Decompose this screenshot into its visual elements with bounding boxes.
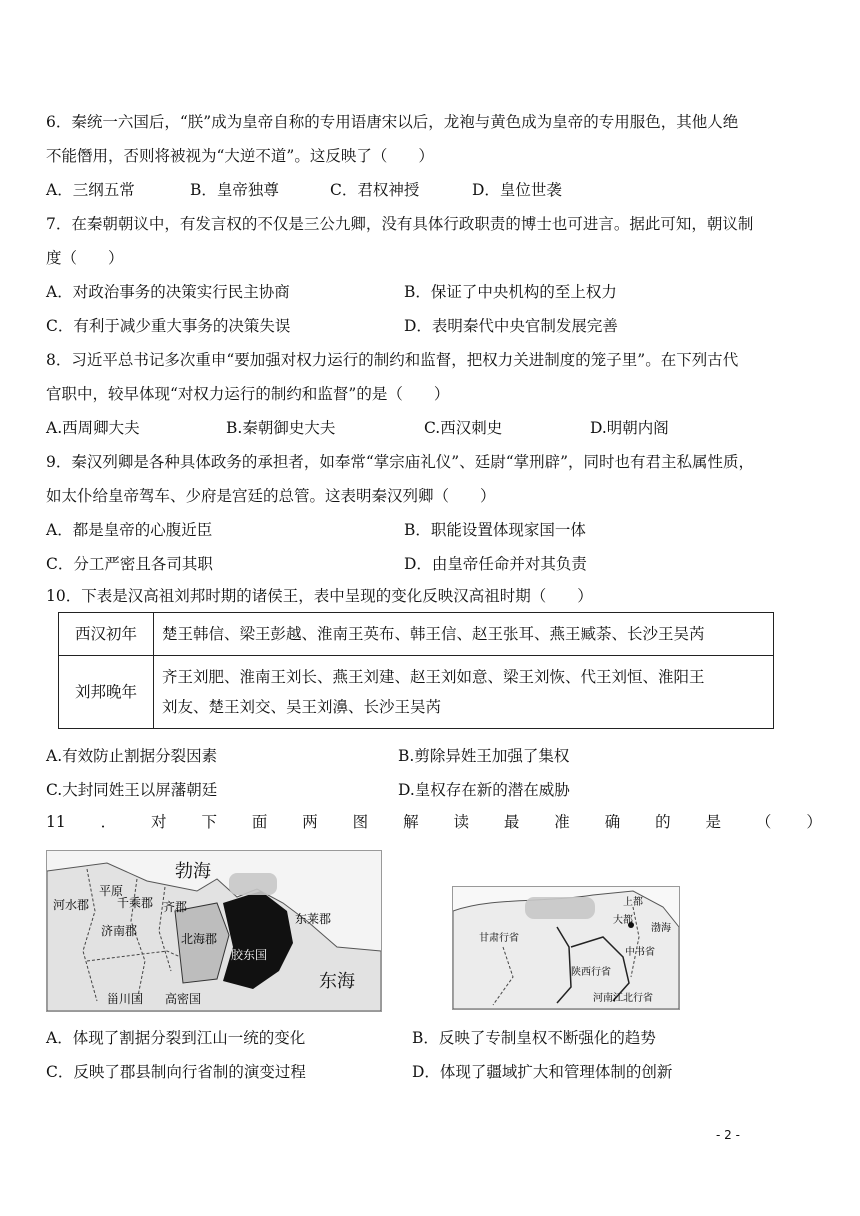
donglai-label: 东莱郡 — [295, 912, 332, 926]
q11-stem-char: ） — [806, 813, 822, 831]
table-row — [59, 656, 774, 729]
q9-option-a: A．都是皇帝的心腹近臣 — [46, 521, 213, 539]
q11-stem-char: ． — [100, 813, 117, 831]
zhongshu-label: 中书省 — [625, 947, 655, 958]
q11-stem-char: （ — [755, 813, 772, 831]
henan-label: 河南江北行省 — [593, 993, 653, 1004]
q11-stem-char: 确 — [604, 813, 621, 831]
q8-option-d: D.明朝内阁 — [590, 419, 669, 437]
q11-stem-char: 读 — [453, 813, 469, 831]
q9-option-c: C．分工严密且各司其职 — [46, 555, 213, 573]
yuan-map-drawing — [453, 887, 679, 1009]
q6-option-c: C．君权神授 — [330, 181, 420, 199]
q10-kings-early: 楚王韩信、梁王彭越、淮南王英布、韩王信、赵王张耳、燕王臧荼、长沙王吴芮 — [154, 613, 774, 656]
sea-north-label: 勃海 — [175, 861, 211, 882]
q11-stem-char: 图 — [352, 813, 369, 831]
q8-option-a: A.西周卿大夫 — [46, 419, 140, 437]
q6-stem-line2: 不能僭用，否则将被视为“大逆不道”。这反映了（ ） — [46, 147, 434, 165]
q9-stem-line2: 如太仆给皇帝驾车、少府是宫廷的总管。这表明秦汉列卿（ ） — [46, 487, 496, 505]
q11-option-b: B．反映了专制皇权不断强化的趋势 — [412, 1029, 656, 1047]
q11-stem-char: 解 — [403, 813, 419, 831]
q10-kings-late-line1: 齐王刘肥、淮南王刘长、燕王刘建、赵王刘如意、梁王刘恢、代王刘恒、淮阳王 — [162, 668, 705, 686]
q8-option-b: B.秦朝御史大夫 — [226, 419, 336, 437]
q10-option-d: D.皇权存在新的潜在威胁 — [398, 781, 570, 799]
q10-kings-late-line2: 刘友、楚王刘交、吴王刘濞、长沙王吴芮 — [162, 698, 442, 716]
gaomi-label: 高密国 — [165, 992, 202, 1006]
q7-stem-line1: 7．在秦朝朝议中，有发言权的不仅是三公九卿，没有具体行政职责的博士也可进言。据此可知，朝议制 — [46, 215, 754, 233]
q8-stem-line1: 8．习近平总书记多次重申“要加强对权力运行的制约和监督，把权力关进制度的笼子里”。在下列古代 — [46, 351, 739, 369]
q11-option-c: C．反映了郡县制向行省制的演变过程 — [46, 1063, 306, 1081]
q11-option-d: D．体现了疆域扩大和管理体制的创新 — [412, 1063, 673, 1081]
q7-option-c: C．有利于减少重大事务的决策失误 — [46, 317, 291, 335]
q10-option-b: B.剪除异姓王加强了集权 — [398, 747, 570, 765]
q10-period-early: 西汉初年 — [59, 613, 154, 656]
q6-option-b: B．皇帝独尊 — [190, 181, 279, 199]
q11-stem-char: 11 — [46, 813, 66, 831]
q6-stem-line1: 6．秦统一六国后，“朕”成为皇帝自称的专用语唐宋以后，龙袍与黄色成为皇帝的专用服色，其他人绝 — [46, 113, 739, 131]
q11-stem-char: 下 — [201, 813, 217, 831]
q9-option-d: D．由皇帝任命并对其负责 — [404, 555, 587, 573]
q10-period-late: 刘邦晚年 — [59, 656, 154, 729]
q11-option-a: A．体现了割据分裂到江山一统的变化 — [46, 1029, 306, 1047]
pingyuan-label: 平原 — [99, 884, 124, 898]
q9-option-b: B．职能设置体现家国一体 — [404, 521, 586, 539]
jinan-label: 济南郡 — [101, 924, 138, 938]
sea-east-label: 东海 — [319, 971, 355, 992]
yuan-provinces-map — [452, 886, 680, 1010]
qi-label: 齐郡 — [163, 900, 188, 914]
q7-option-b: B．保证了中央机构的至上权力 — [404, 283, 617, 301]
q10-kings-late — [154, 656, 774, 729]
q11-stem-char: 面 — [251, 813, 268, 831]
q11-stem-char: 两 — [302, 813, 318, 831]
q11-stem-char: 准 — [554, 813, 570, 831]
q6-option-d: D．皇位世袭 — [472, 181, 562, 199]
q8-option-c: C.西汉刺史 — [424, 419, 503, 437]
qiancheng-label: 千乘郡 — [117, 896, 154, 910]
q11-stem-char: 是 — [705, 813, 722, 831]
q11-stem-char: 对 — [151, 813, 167, 831]
han-map-drawing — [47, 851, 381, 1011]
heshui-label: 河水郡 — [53, 898, 90, 912]
q7-stem-line2: 度（ ） — [46, 249, 124, 267]
q11-stem — [46, 812, 822, 832]
han-commanderies-map — [46, 850, 382, 1012]
bohai-label: 渤海 — [651, 923, 671, 934]
table-row — [59, 613, 774, 656]
q6-option-a: A．三纲五常 — [46, 181, 135, 199]
q8-stem-line2: 官职中，较早体现“对权力运行的制约和监督”的是（ ） — [46, 385, 450, 403]
q10-option-a: A.有效防止割据分裂因素 — [46, 747, 218, 765]
q10-table — [58, 612, 774, 729]
q9-stem-line1: 9．秦汉列卿是各种具体政务的承担者，如奉常“掌宗庙礼仪”、廷尉“掌刑辟”，同时也有君主私属性质， — [46, 453, 755, 471]
gansu-label: 甘肃行省 — [479, 933, 519, 944]
q7-option-d: D．表明秦代中央官制发展完善 — [404, 317, 618, 335]
shangdu-label: 上都 — [623, 897, 643, 908]
page-number: - 2 - — [716, 1128, 740, 1142]
shaanxi-label: 陕西行省 — [571, 967, 611, 978]
q10-option-c: C.大封同姓王以屏藩朝廷 — [46, 781, 218, 799]
q11-stem-char: 的 — [655, 813, 671, 831]
q10-stem: 10．下表是汉高祖刘邦时期的诸侯王，表中呈现的变化反映汉高祖时期（ ） — [46, 587, 593, 605]
jiaodong-label: 胶东国 — [231, 948, 268, 962]
beihai-label: 北海郡 — [181, 932, 218, 946]
q11-stem-char: 最 — [503, 813, 520, 831]
q7-option-a: A．对政治事务的决策实行民主协商 — [46, 283, 290, 301]
dadu-label: 大都 — [613, 915, 633, 926]
zichuan-label: 甾川国 — [107, 992, 144, 1006]
